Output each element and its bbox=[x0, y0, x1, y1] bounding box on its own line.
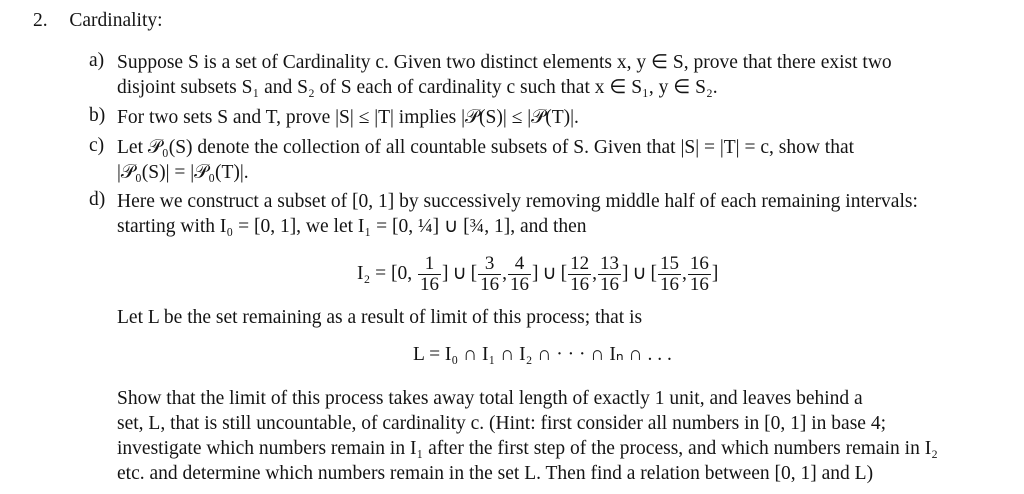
fraction-3-16: $\frac{3}{16}$ bbox=[480, 253, 500, 295]
closing-line-2: set, L, that is still uncountable, of cardinality c. (Hint: first consider all numbers in [0, 1] in base 4; bbox=[117, 413, 886, 434]
item-a-label: a) bbox=[89, 50, 105, 71]
i2-lhs: I₂ = [0, bbox=[357, 262, 413, 284]
closing-paragraph bbox=[117, 386, 976, 486]
problem-title: Cardinality: bbox=[69, 10, 163, 31]
closing-line-1: Show that the limit of this process takes away total length of exactly 1 unit, and leaves behind a bbox=[117, 388, 863, 409]
problem-heading bbox=[33, 10, 163, 32]
i2-equation: I₂ = [0, $\frac{1}{16}$ ] ∪ [ $\frac{3}{16}$ , $\frac{4}{16}$ ] ∪ [ $\frac{12}{16}$ , $\frac{13}{16}$ ] ∪ [ $\frac{15}{16}$ , $\frac{16}{16}$ ] bbox=[357, 253, 719, 295]
item-d-label: d) bbox=[89, 189, 106, 210]
item-b-line-1: For two sets S and T, prove |S| ≤ |T| implies |𝒫(S)| ≤ |𝒫(T)|. bbox=[117, 107, 579, 128]
fraction-4-16: $\frac{4}{16}$ bbox=[510, 253, 529, 295]
fraction-12-16: $\frac{12}{16}$ bbox=[570, 253, 590, 295]
item-c-line-1: Let 𝒫₀(S) denote the collection of all countable subsets of S. Given that |S| = |T| = c, show that bbox=[117, 137, 855, 158]
closing-line-3: investigate which numbers remain in I₁ after the first step of the process, and which numbers remain in I₂ bbox=[117, 438, 938, 459]
item-c-line-2: |𝒫₀(S)| = |𝒫₀(T)|. bbox=[117, 162, 249, 183]
problem-number: 2. bbox=[33, 10, 48, 31]
fraction-1-16: $\frac{1}{16}$ bbox=[420, 253, 440, 295]
item-a-line-1: Suppose S is a set of Cardinality c. Given two distinct elements x, y ∈ S, prove that there exist two bbox=[117, 52, 892, 73]
item-b-label: b) bbox=[89, 105, 106, 126]
item-d-line-2: starting with I₀ = [0, 1], we let I₁ = [0, ¼] ∪ [¾, 1], and then bbox=[117, 216, 587, 237]
closing-line-4: etc. and determine which numbers remain in the set L. Then find a relation between [0, 1] and L) bbox=[117, 463, 874, 484]
item-a-line-2: disjoint subsets S₁ and S₂ of S each of cardinality c such that x ∈ S₁, y ∈ S₂. bbox=[117, 77, 718, 98]
l-equation: L = I₀ ∩ I₁ ∩ I₂ ∩ · · · ∩ Iₙ ∩ . . . bbox=[413, 344, 672, 365]
item-a-text bbox=[117, 50, 976, 100]
item-c-label: c) bbox=[89, 135, 105, 156]
fraction-13-16: $\frac{13}{16}$ bbox=[599, 253, 619, 295]
item-d-text bbox=[117, 189, 976, 239]
fraction-16-16: $\frac{16}{16}$ bbox=[689, 253, 709, 295]
item-b-text bbox=[117, 105, 976, 130]
item-c-text bbox=[117, 135, 976, 185]
let-l-sentence: Let L be the set remaining as a result of limit of this process; that is bbox=[117, 307, 643, 328]
item-d-line-1: Here we construct a subset of [0, 1] by successively removing middle half of each remaining intervals: bbox=[117, 191, 918, 212]
fraction-15-16: $\frac{15}{16}$ bbox=[660, 253, 680, 295]
